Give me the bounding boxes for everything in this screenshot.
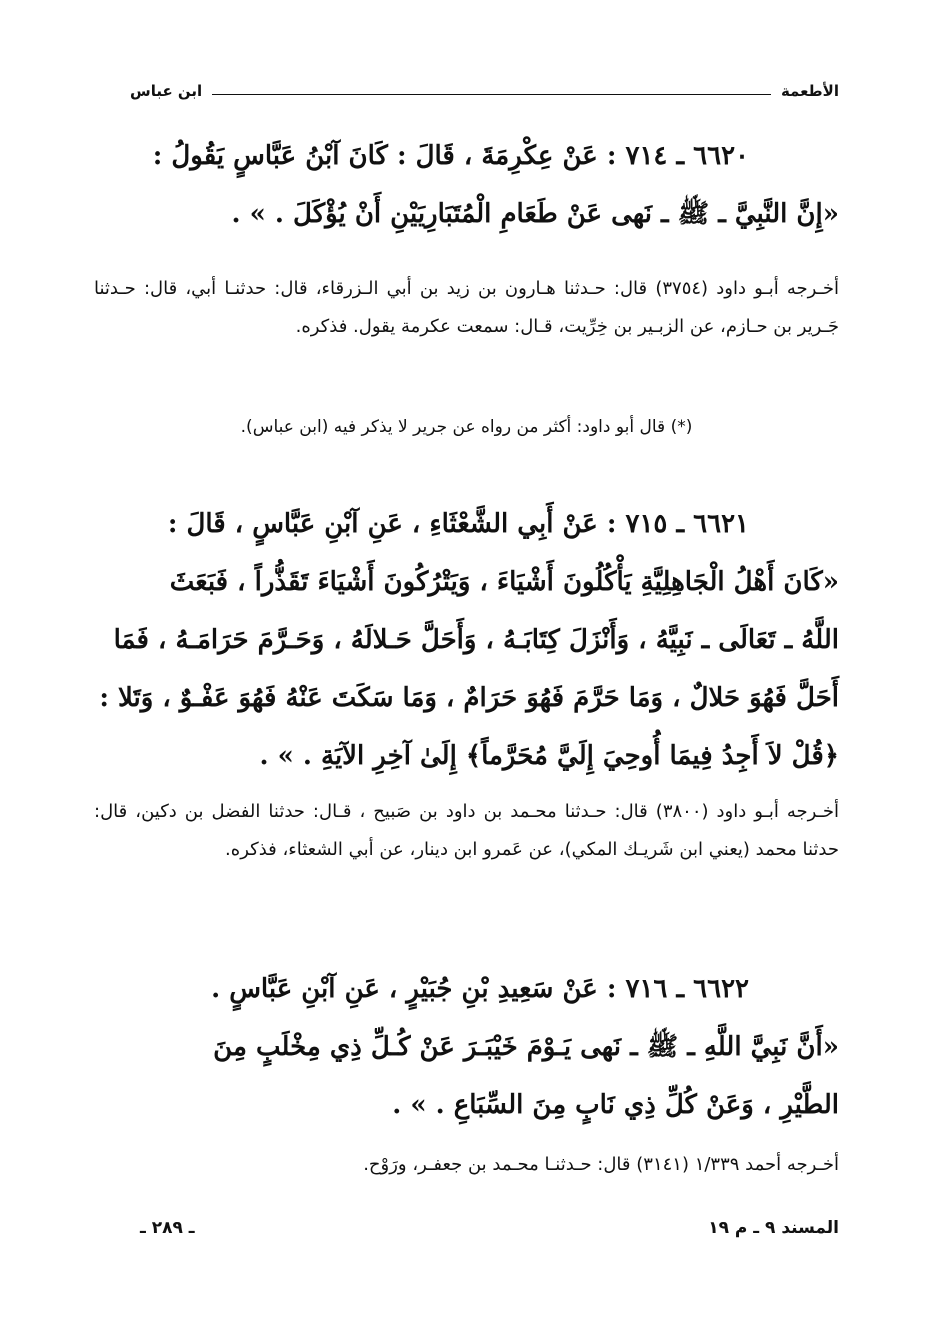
hadith-line: الطَّيْرِ ، وَعَنْ كُلِّ ذِي نَابٍ مِنَ السِّبَاعِ . » . bbox=[392, 1090, 839, 1120]
chapter-title: الأطعمة bbox=[780, 82, 839, 100]
volume-signature: المسند ٩ ـ م ١٩ bbox=[708, 1218, 839, 1238]
hadith-line: ﴿قُلْ لاَ أَجِدُ فِيمَا أُوحِيَ إِلَيَّ مُحَرَّماً﴾ إِلَىٰ آخِرِ الآيَةِ . » . bbox=[259, 741, 839, 771]
hadith-line: «كَانَ أَهْلُ الْجَاهِلِيَّةِ يَأْكُلُونَ أَشْيَاءَ ، وَيَتْرُكُونَ أَشْيَاءَ تَقَذُّراً ، فَبَعَثَ bbox=[169, 567, 839, 597]
running-head bbox=[130, 82, 839, 100]
footnote-6620: (*) قال أبو داود: أكثر من رواه عن جرير لا يذكر فيه (ابن عباس). bbox=[240, 417, 693, 437]
page-number: ـ ٢٨٩ ـ bbox=[140, 1218, 195, 1238]
hadith-text-6620 bbox=[94, 127, 839, 243]
hadith-text-6622 bbox=[94, 960, 839, 1134]
takhrij-6622: أخـرجه أحمد ١/٣٣٩ (٣١٤١) قال: حـدثنـا محـمد بن جعفـر، ورَوْح. bbox=[363, 1154, 839, 1175]
companion-name: ابن عباس bbox=[130, 82, 203, 100]
takhrij-6620: أخـرجه أبـو داود (٣٧٥٤) قال: حـدثنا هـارون بن زيد بن أبي الـزرقاء، قال: حدثنـا أبي، قال: حـدثنا جَـرير بن حـازم، عن الزبـير بن خِرِّيت، قـال: سمعت عكرمة يقول. فذكره. bbox=[94, 278, 840, 337]
hadith-line: اللَّهُ ـ تَعَالَى ـ نَبِيَّهُ ، وَأَنْزَلَ كِتَابَـهُ ، وَأَحَلَّ حَـلالَهُ ، وَحَـرَّمَ حَرَامَـهُ ، فَمَا bbox=[113, 625, 839, 655]
page-footer bbox=[140, 1218, 839, 1238]
hadith-line: ٦٦٢١ ـ ٧١٥ : عَنْ أَبِي الشَّعْثَاءِ ، عَنِ آبْنِ عَبَّاسٍ ، قَالَ : bbox=[167, 509, 749, 539]
hadith-line: «أَنَّ نَبِيَّ اللَّهِ ـ ﷺ ـ نَهى يَـوْمَ خَيْبَـرَ عَنْ كُـلِّ ذِي مِخْلَبٍ مِنَ bbox=[213, 1032, 839, 1062]
hadith-line: أَحَلَّ فَهُوَ حَلالٌ ، وَمَا حَرَّمَ فَهُوَ حَرَامٌ ، وَمَا سَكَتَ عَنْهُ فَهُوَ عَفْـوٌ ، وَتَلا : bbox=[99, 683, 839, 713]
header-rule bbox=[212, 94, 771, 95]
hadith-line: ٦٦٢٢ ـ ٧١٦ : عَنْ سَعِيدِ بْنِ جُبَيْرٍ ، عَنِ آبْنِ عَبَّاسٍ . bbox=[211, 974, 749, 1004]
hadith-line: ٦٦٢٠ ـ ٧١٤ : عَنْ عِكْرِمَةَ ، قَالَ : كَانَ آبْنُ عَبَّاسٍ يَقُولُ : bbox=[152, 141, 749, 171]
hadith-text-6621 bbox=[94, 495, 839, 785]
hadith-line: «إِنَّ النَّبِيَّ ـ ﷺ ـ نَهى عَنْ طَعَامِ الْمُتَبَارِيَيْنِ أَنْ يُؤْكَلَ . » . bbox=[231, 199, 839, 229]
takhrij-6621: أخـرجه أبـو داود (٣٨٠٠) قال: حـدثنا محـمد بن داود بن صَبيح ، قـال: حدثنا الفضل بن دكين، قال: حدثنا محمد (يعني ابن شَريـك المكي)، عن عَمرو ابن دينار، عن أبي الشعثاء، فذكره. bbox=[94, 801, 839, 860]
